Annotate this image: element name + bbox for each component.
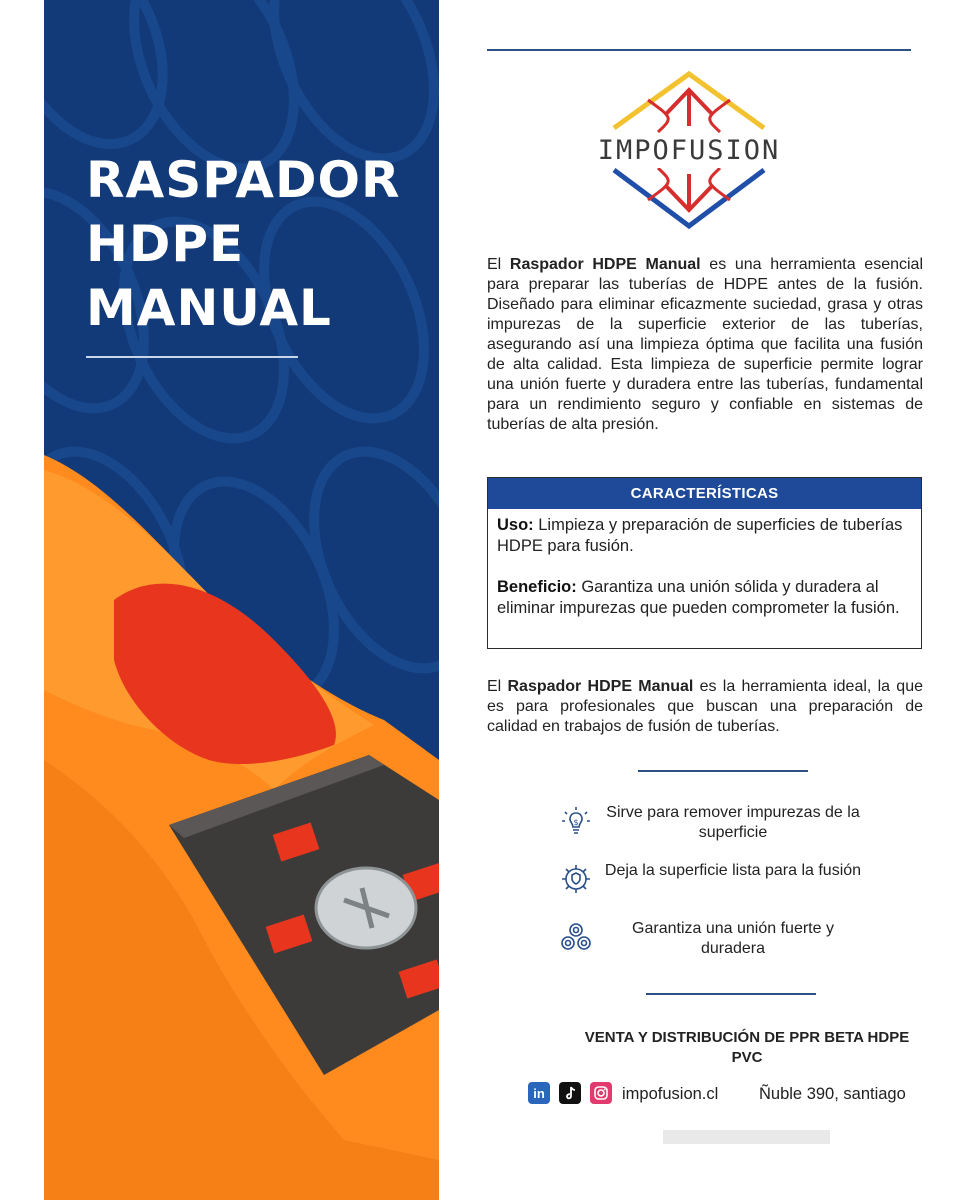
- pipes-icon: [560, 921, 592, 953]
- contact-row: [528, 1082, 928, 1106]
- intro-pre: El: [487, 256, 510, 273]
- address-text: Ñuble 390, santiago: [759, 1085, 906, 1103]
- svg-text:$: $: [573, 818, 579, 827]
- bottom-divider: [646, 993, 816, 995]
- intro-body: es una herramienta esencial para preparar las tuberías de HDPE antes de la fusión. Diseñado para eliminar eficazmente suciedad, grasa y otras impurezas de la superficie exterior de las tuberías, asegurando así una limpieza óptima que facilita una fusión de alta calidad. Esta limpieza de superficie permite lograr una unión fuerte y duradera entre las tuberías, fundamental para un rendimiento seguro y confiable en sistemas de tuberías de alta presión.: [487, 256, 923, 433]
- linkedin-icon[interactable]: [528, 1082, 550, 1104]
- feature-item: [560, 861, 920, 919]
- feature-text: Deja la superficie lista para la fusión: [604, 862, 862, 879]
- characteristic-label: Uso:: [497, 516, 534, 534]
- top-divider: [487, 49, 911, 51]
- feature-text: Sirve para remover impurezas de la superficie: [606, 804, 860, 841]
- logo-text: IMPOFUSION: [578, 134, 800, 168]
- tiktok-icon[interactable]: [559, 1082, 581, 1104]
- instagram-icon[interactable]: [590, 1082, 612, 1104]
- middle-divider: [638, 770, 808, 772]
- left-panel: [44, 0, 439, 1200]
- characteristic-text: Garantiza una unión sólida y duradera al eliminar impurezas que pueden comprometer la fusión.: [497, 578, 900, 617]
- characteristics-box: [487, 477, 922, 649]
- product-image: [44, 0, 439, 1200]
- distribution-tagline: VENTA Y DISTRIBUCIÓN DE PPR BETA HDPE PVC: [584, 1029, 910, 1066]
- closing-pre: El: [487, 678, 508, 695]
- closing-body: es la herramienta ideal, la que es para profesionales que buscan una preparación de calidad en trabajos de fusión de tuberías.: [487, 678, 924, 735]
- intro-product-name: Raspador HDPE Manual: [509, 256, 701, 273]
- title-line-3: MANUAL: [86, 279, 332, 337]
- gear-shield-icon: [560, 863, 592, 895]
- characteristic-beneficio: [497, 577, 912, 619]
- feature-item: [560, 803, 920, 861]
- feature-item: [560, 919, 920, 977]
- lightbulb-icon: [560, 805, 592, 837]
- title-line-2: HDPE: [86, 215, 245, 273]
- characteristics-header: CARACTERÍSTICAS: [488, 478, 921, 509]
- characteristic-text: Limpieza y preparación de superficies de tuberías HDPE para fusión.: [497, 516, 903, 555]
- characteristics-body: [488, 509, 921, 619]
- website-link[interactable]: impofusion.cl: [622, 1085, 719, 1103]
- blurred-watermark: [663, 1130, 830, 1144]
- intro-paragraph: [487, 255, 923, 435]
- feature-text: Garantiza una unión fuerte y duradera: [632, 920, 834, 957]
- impofusion-logo: [578, 70, 800, 232]
- features-list: [560, 803, 920, 977]
- closing-product-name: Raspador HDPE Manual: [507, 678, 694, 695]
- characteristic-label: Beneficio:: [497, 578, 577, 596]
- characteristic-uso: [497, 515, 912, 557]
- closing-paragraph: [487, 677, 923, 737]
- svg-text:in: in: [533, 1086, 545, 1101]
- title-line-1: RASPADOR: [86, 151, 401, 209]
